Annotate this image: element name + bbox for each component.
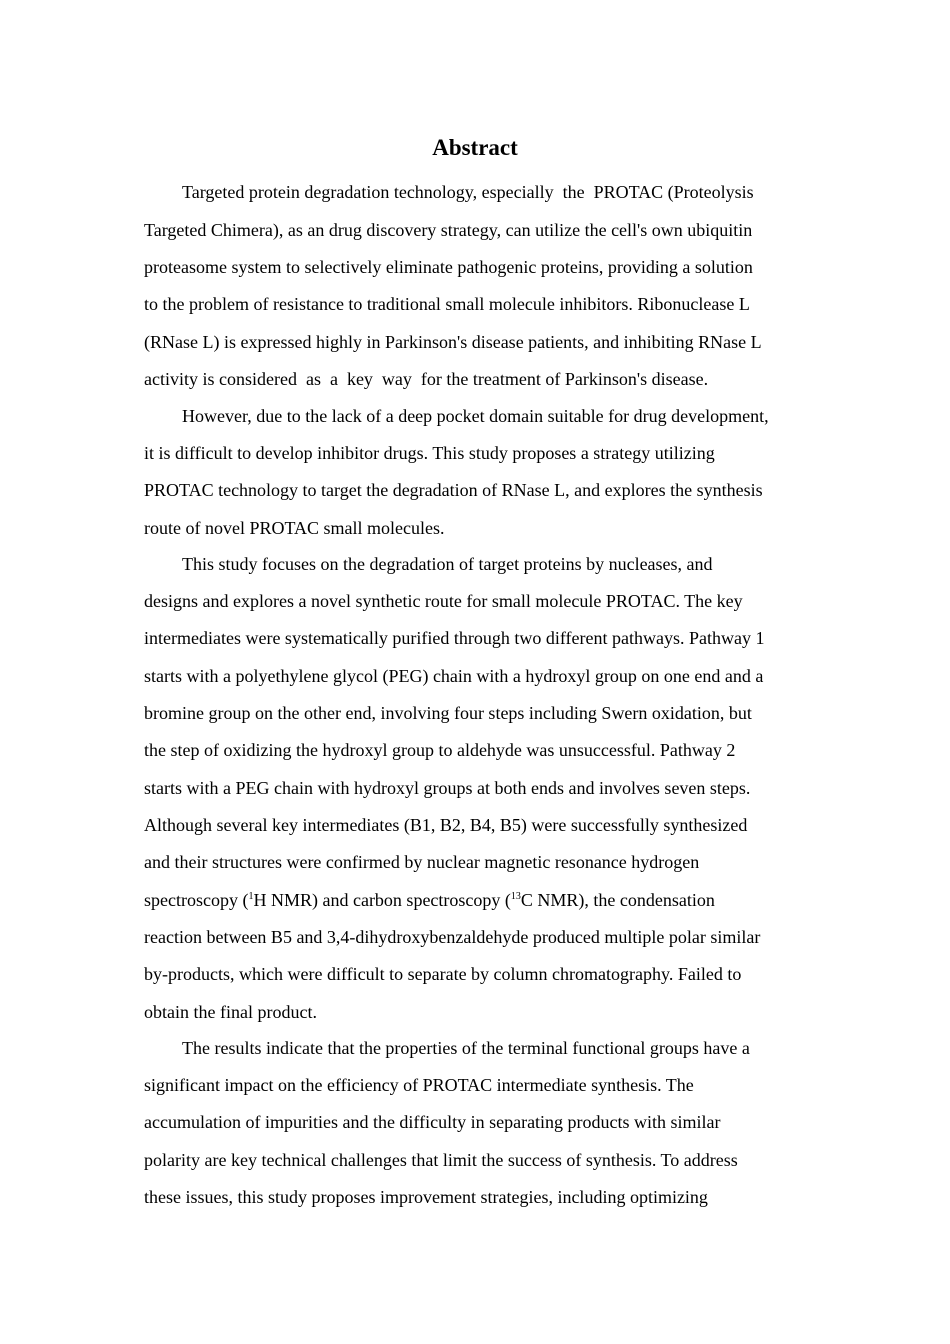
nmr-text-1: spectroscopy (: [144, 890, 249, 910]
p3-line-3: intermediates were systematically purified through two different pathways. Pathway 1: [144, 628, 765, 648]
p1-line-6: activity is considered as a key way for the treatment of Parkinson's disease.: [144, 369, 709, 389]
p1-line-1: Targeted protein degradation technology, especially the PROTAC (Proteolysis: [182, 182, 754, 202]
p4-line-1: The results indicate that the properties of the terminal functional groups have a: [182, 1038, 750, 1058]
p3-line-2: designs and explores a novel synthetic route for small molecule PROTAC. The key: [144, 591, 743, 611]
p3-line-6: the step of oxidizing the hydroxyl group to aldehyde was unsuccessful. Pathway 2: [144, 740, 736, 760]
nmr-superscript-1: 1: [248, 891, 254, 902]
nmr-superscript-13: 13: [510, 891, 521, 902]
p4-line-3: accumulation of impurities and the difficulty in separating products with similar: [144, 1112, 721, 1132]
p3-line-5: bromine group on the other end, involving four steps including Swern oxidation, but: [144, 703, 752, 723]
p3-line-10-nmr: [144, 889, 715, 915]
p2-line-2: it is difficult to develop inhibitor drugs. This study proposes a strategy utilizing: [144, 443, 715, 463]
p3-line-9: and their structures were confirmed by nuclear magnetic resonance hydrogen: [144, 852, 700, 872]
p2-line-3: PROTAC technology to target the degradation of RNase L, and explores the synthesis: [144, 480, 763, 500]
p3-line-7: starts with a PEG chain with hydroxyl groups at both ends and involves seven steps.: [144, 778, 751, 798]
p3-line-4: starts with a polyethylene glycol (PEG) chain with a hydroxyl group on one end and a: [144, 666, 764, 686]
p1-line-5: (RNase L) is expressed highly in Parkinson's disease patients, and inhibiting RNase L: [144, 332, 762, 352]
p1-line-4: to the problem of resistance to traditional small molecule inhibitors. Ribonuclease L: [144, 294, 750, 314]
nmr-text-3: C NMR), the condensation: [520, 890, 715, 910]
p1-line-3: proteasome system to selectively eliminate pathogenic proteins, providing a solution: [144, 257, 753, 277]
abstract-title: Abstract: [432, 135, 518, 160]
p1-line-2: Targeted Chimera), as an drug discovery strategy, can utilize the cell's own ubiquitin: [144, 220, 753, 240]
p3-line-13: obtain the final product.: [144, 1002, 317, 1022]
p3-line-11: reaction between B5 and 3,4-dihydroxybenzaldehyde produced multiple polar similar: [144, 927, 761, 947]
p4-line-4: polarity are key technical challenges that limit the success of synthesis. To address: [144, 1150, 738, 1170]
p3-line-12: by-products, which were difficult to separate by column chromatography. Failed to: [144, 964, 742, 984]
p4-line-5: these issues, this study proposes improvement strategies, including optimizing: [144, 1187, 708, 1207]
p2-line-1: However, due to the lack of a deep pocket domain suitable for drug development,: [182, 406, 769, 426]
p2-line-4: route of novel PROTAC small molecules.: [144, 518, 445, 538]
nmr-text-2: H NMR) and carbon spectroscopy (: [253, 890, 511, 910]
p3-line-8: Although several key intermediates (B1, B2, B4, B5) were successfully synthesized: [144, 815, 748, 835]
p4-line-2: significant impact on the efficiency of PROTAC intermediate synthesis. The: [144, 1075, 694, 1095]
p3-line-1: This study focuses on the degradation of target proteins by nucleases, and: [182, 554, 713, 574]
